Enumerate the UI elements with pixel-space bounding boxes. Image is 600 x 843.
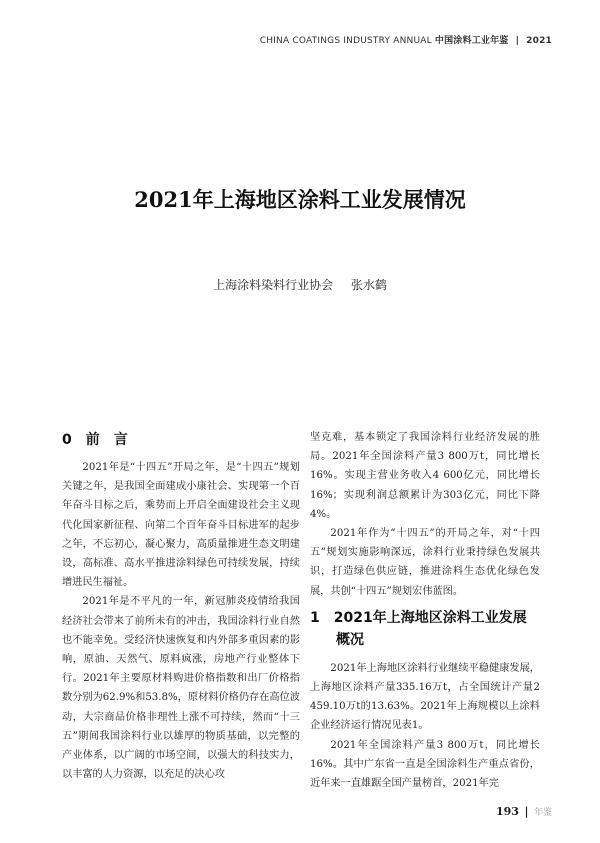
header-separator: | xyxy=(515,36,520,46)
paragraph: 2021年是“十四五”开局之年，是“十四五”规划关键之年，是我国全面建成小康社会、实现第一个百年奋斗目标之后，乘势而上开启全面建设社会主义现代化国家新征程、向第二个百年奋斗目标进军的起步之年，不忘初心，凝心聚力，高质量推进生态文明建设，高标准、高水平推进涂料绿色可持续发展，持续增进民生福祉。 xyxy=(62,462,300,589)
header-year: 2021 xyxy=(526,36,552,46)
paragraph: 2021年全国涂料产量3 800万t，同比增长16%。其中广东省一直是全国涂料生产重点省份，近年来一直雄踞全国产量榜首，2021年完 xyxy=(310,739,540,790)
author-line xyxy=(0,276,600,293)
section-heading-1 xyxy=(310,607,540,651)
page-footer xyxy=(496,805,552,818)
right-column xyxy=(310,428,540,793)
header-chinese: 中国涂料工业年鉴 xyxy=(434,36,509,46)
author-organization: 上海涂料染料行业协会 xyxy=(213,278,334,292)
header-english: CHINA COATINGS INDUSTRY ANNUAL xyxy=(259,36,432,46)
left-column xyxy=(62,428,300,784)
section-heading-0 xyxy=(62,430,300,450)
running-header xyxy=(260,33,552,46)
paragraph: 2021年作为“十四五”的开局之年，对“十四五”规划实施影响深远，涂料行业秉持绿色发展共识，打造绿色供应链，推进涂料生态优化绿色发展，共创“十四五”规划宏伟蓝图。 xyxy=(310,528,540,597)
section-number: 1 xyxy=(310,609,320,626)
paragraph: 2021年是不平凡的一年，新冠肺炎疫情给我国经济社会带来了前所未有的冲击，我国涂料行业自然也不能幸免。受经济快速恢复和内外部多重因素的影响，原油、天然气、原料疯涨，房地产行业整体下行。2021年主要原材料购进价格指数和出厂价格指数分别为62.9%和53.8%，原材料价格仍存在高位波动，大宗商品价格非理性上涨不可持续，然而“十三五”期间我国涂料行业以雄厚的物质基础，以完整的产业体系，以广阔的市场空间，以强大的科技实力，以丰富的人力资源，以充足的决心攻 xyxy=(62,596,300,781)
section-heading-text-line2: 概况 xyxy=(336,631,364,648)
paragraph-continuation: 坚克难，基本锁定了我国涂料行业经济发展的胜局。2021年全国涂料产量3 800万t，同比增长16%。实现主营业务收入4 600亿元，同比增长16%；实现利润总额累计为303亿元，同比下降4%。 xyxy=(310,432,540,520)
section-heading-text: 前 言 xyxy=(85,432,128,448)
section-number: 0 xyxy=(62,432,72,448)
section-heading-text: 2021年上海地区涂料工业发展 xyxy=(333,609,527,626)
author-name: 张水鹤 xyxy=(350,278,387,292)
page-number: 193 xyxy=(496,805,519,818)
article-title: 2021年上海地区涂料工业发展情况 xyxy=(134,187,466,212)
paragraph: 2021年上海地区涂料行业继续平稳健康发展，上海地区涂料产量335.16万t，占全国统计产量2 459.10万t的13.63%。2021年上海规模以上涂料企业经济运行情况见表1。 xyxy=(310,662,540,732)
footer-tag: 年鉴 xyxy=(533,808,552,818)
footer-separator: | xyxy=(524,805,529,818)
